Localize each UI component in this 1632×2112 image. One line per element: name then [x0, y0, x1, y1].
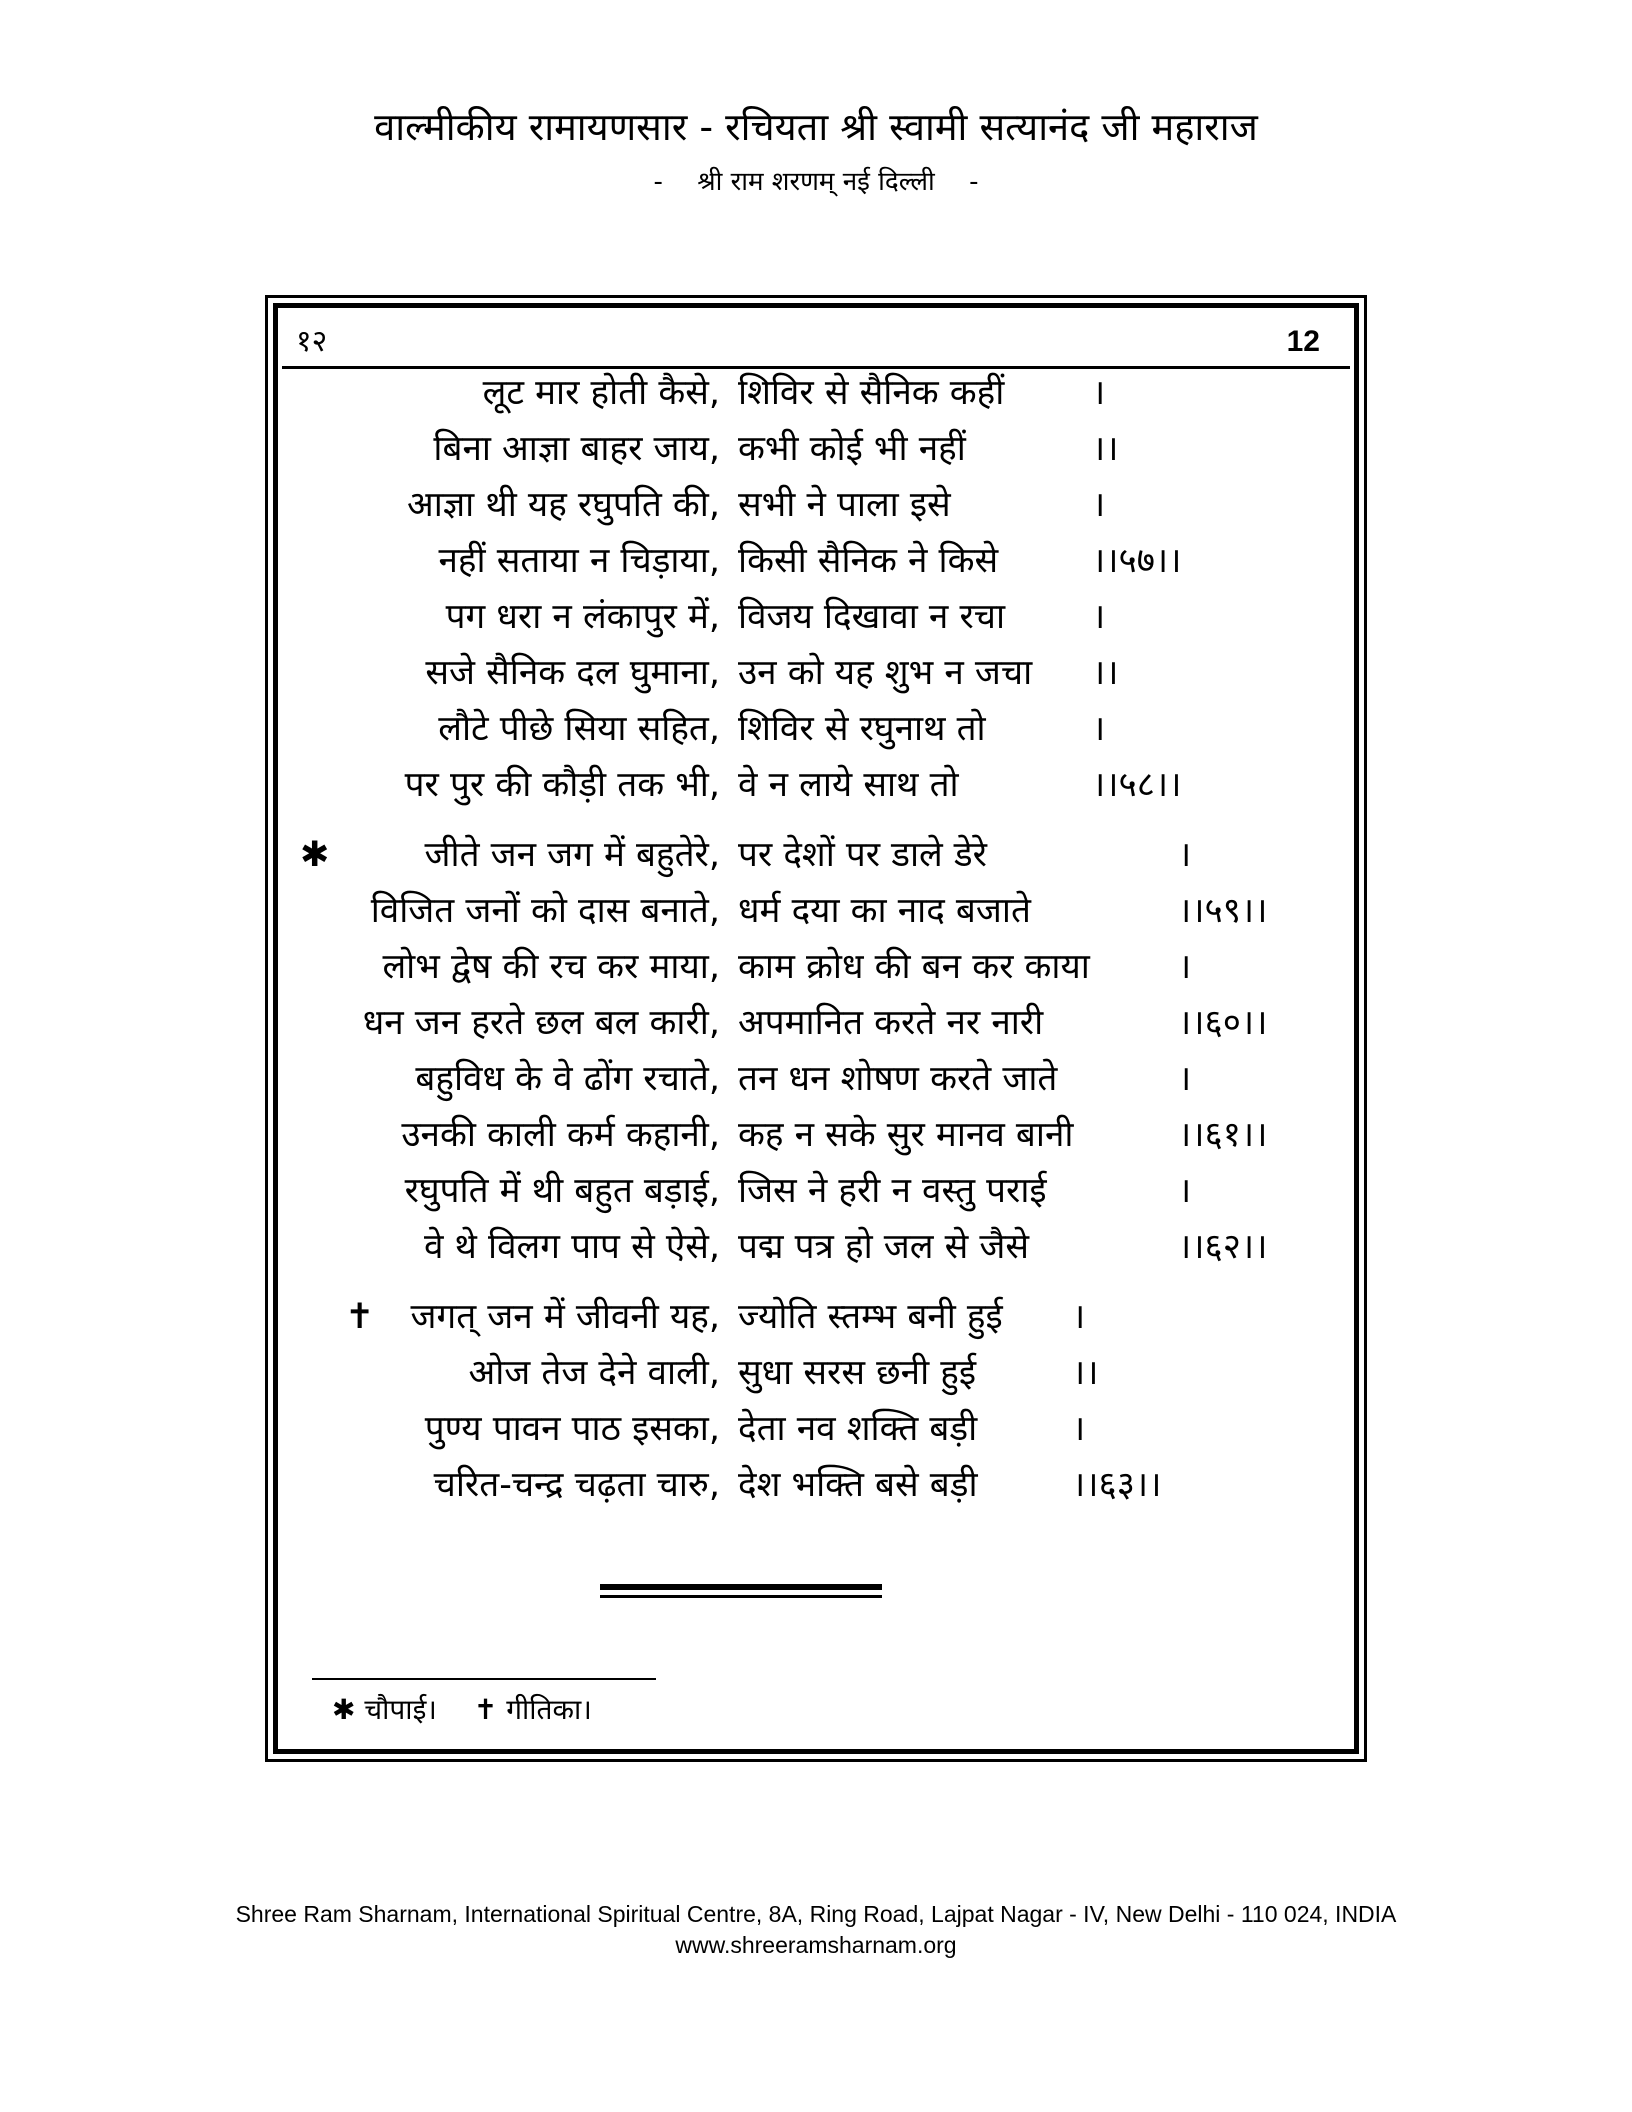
verse-mark: ।।	[1092, 429, 1119, 469]
verse-left: बिना आज्ञा बाहर जाय,	[433, 429, 720, 469]
verse-left: रघुपति में थी बहुत बड़ाई,	[404, 1171, 720, 1211]
verse-right: देश भक्ति बसे बड़ी	[738, 1465, 978, 1505]
subtitle-text: श्री राम शरणम् नई दिल्ली	[697, 167, 935, 197]
verse-mark: ।	[1072, 1297, 1086, 1337]
verse-right: सुधा सरस छनी हुई	[738, 1353, 977, 1393]
verse-mark: ।	[1178, 1059, 1192, 1099]
verse-left: धन जन हरते छल बल कारी,	[362, 1003, 720, 1043]
verse-mark: ।	[1178, 947, 1192, 987]
verse-mark: ।	[1092, 373, 1106, 413]
verse-right: काम क्रोध की बन कर काया	[738, 947, 1090, 987]
verse-left: पुण्य पावन पाठ इसका,	[424, 1409, 720, 1449]
verse-mark: ।।६१।।	[1178, 1115, 1268, 1155]
document-title: वाल्मीकीय रामायणसार - रचियता श्री स्वामी सत्यानंद जी महाराज	[374, 105, 1258, 149]
verse-left: जगत् जन में जीवनी यह,	[410, 1297, 720, 1337]
verse-mark: ।।६२।।	[1178, 1227, 1268, 1267]
verse-left: लोभ द्वेष की रच कर माया,	[382, 947, 720, 987]
footer-website[interactable]: www.shreeramsharnam.org	[675, 1932, 957, 1958]
cross-icon: ✝	[473, 1693, 498, 1726]
verse-left: उनकी काली कर्म कहानी,	[401, 1115, 720, 1155]
verse-left: विजित जनों को दास बनाते,	[370, 891, 720, 931]
footnote-rule	[312, 1678, 656, 1680]
document-subtitle	[0, 164, 1632, 200]
verse-right: किसी सैनिक ने किसे	[738, 541, 999, 581]
cross-icon: ✝	[345, 1297, 375, 1337]
page-number-devanagari: १२	[296, 324, 328, 359]
subtitle-dash-right: -	[969, 167, 979, 197]
asterisk-icon: ✱	[300, 835, 330, 875]
verse-right: पद्म पत्र हो जल से जैसे	[738, 1227, 1030, 1267]
verse-mark: ।	[1178, 1171, 1192, 1211]
verse-right: तन धन शोषण करते जाते	[738, 1059, 1058, 1099]
verse-left: सजे सैनिक दल घुमाना,	[425, 653, 720, 693]
subtitle-dash-left: -	[653, 167, 663, 197]
verse-right: धर्म दया का नाद बजाते	[738, 891, 1031, 931]
footnote-item-chaupai	[332, 1690, 437, 1730]
verse-right: वे न लाये साथ तो	[738, 765, 959, 805]
footer-address: Shree Ram Sharnam, International Spiritual Centre, 8A, Ring Road, Lajpat Nagar - IV, New Delhi - 110 024, INDIA	[235, 1901, 1397, 1927]
verse-mark: ।	[1092, 485, 1106, 525]
verse-left: आज्ञा थी यह रघुपति की,	[406, 485, 720, 525]
verse-mark: ।	[1092, 597, 1106, 637]
verse-mark: ।।	[1072, 1353, 1099, 1393]
verse-left: लौटे पीछे सिया सहित,	[438, 709, 720, 749]
section-end-rule-thick	[600, 1584, 882, 1590]
page-number: 12	[1286, 325, 1320, 358]
verse-right: विजय दिखावा न रचा	[738, 597, 1006, 637]
verse-left: चरित-चन्द्र चढ़ता चारु,	[433, 1465, 720, 1505]
footnote-label: चौपाई।	[364, 1693, 437, 1726]
verse-right: जिस ने हरी न वस्तु पराई	[738, 1171, 1047, 1211]
footnote-label: गीतिका।	[506, 1693, 592, 1726]
verse-left: लूट मार होती कैसे,	[482, 373, 720, 413]
verse-right: उन को यह शुभ न जचा	[738, 653, 1033, 693]
verse-right: कह न सके सुर मानव बानी	[738, 1115, 1074, 1155]
verse-mark: ।।	[1092, 653, 1119, 693]
verse-left: बहुविध के वे ढोंग रचाते,	[415, 1059, 720, 1099]
asterisk-icon: ✱	[332, 1693, 356, 1726]
verse-left: ओज तेज देने वाली,	[468, 1353, 720, 1393]
verse-mark: ।।५९।।	[1178, 891, 1268, 931]
verse-right: कभी कोई भी नहीं	[738, 429, 966, 469]
verse-mark: ।।५७।।	[1092, 541, 1182, 581]
verse-right: ज्योति स्तम्भ बनी हुई	[738, 1297, 1003, 1337]
verse-mark: ।।६३।।	[1072, 1465, 1162, 1505]
verse-left: वे थे विलग पाप से ऐसे,	[423, 1227, 720, 1267]
verse-mark: ।	[1072, 1409, 1086, 1449]
verse-right: देता नव शक्ति बड़ी	[738, 1409, 978, 1449]
verse-right: सभी ने पाला इसे	[738, 485, 951, 525]
footnote-item-geetika	[474, 1690, 592, 1730]
verse-right: अपमानित करते नर नारी	[738, 1003, 1044, 1043]
footnote	[332, 1690, 620, 1730]
verse-mark: ।।६०।।	[1178, 1003, 1268, 1043]
verse-right: शिविर से रघुनाथ तो	[738, 709, 986, 749]
section-end-rule-thin	[600, 1595, 882, 1598]
verse-right: शिविर से सैनिक कहीं	[738, 373, 1005, 413]
verse-mark: ।	[1178, 835, 1192, 875]
verse-right: पर देशों पर डाले डेरे	[738, 835, 987, 875]
verse-left: पर पुर की कौड़ी तक भी,	[404, 765, 720, 805]
verse-mark: ।	[1092, 709, 1106, 749]
verse-mark: ।।५८।।	[1092, 765, 1182, 805]
verse-left: जीते जन जग में बहुतेरे,	[424, 835, 720, 875]
verse-left: नहीं सताया न चिड़ाया,	[438, 541, 720, 581]
verse-left: पग धरा न लंकापुर में,	[445, 597, 720, 637]
